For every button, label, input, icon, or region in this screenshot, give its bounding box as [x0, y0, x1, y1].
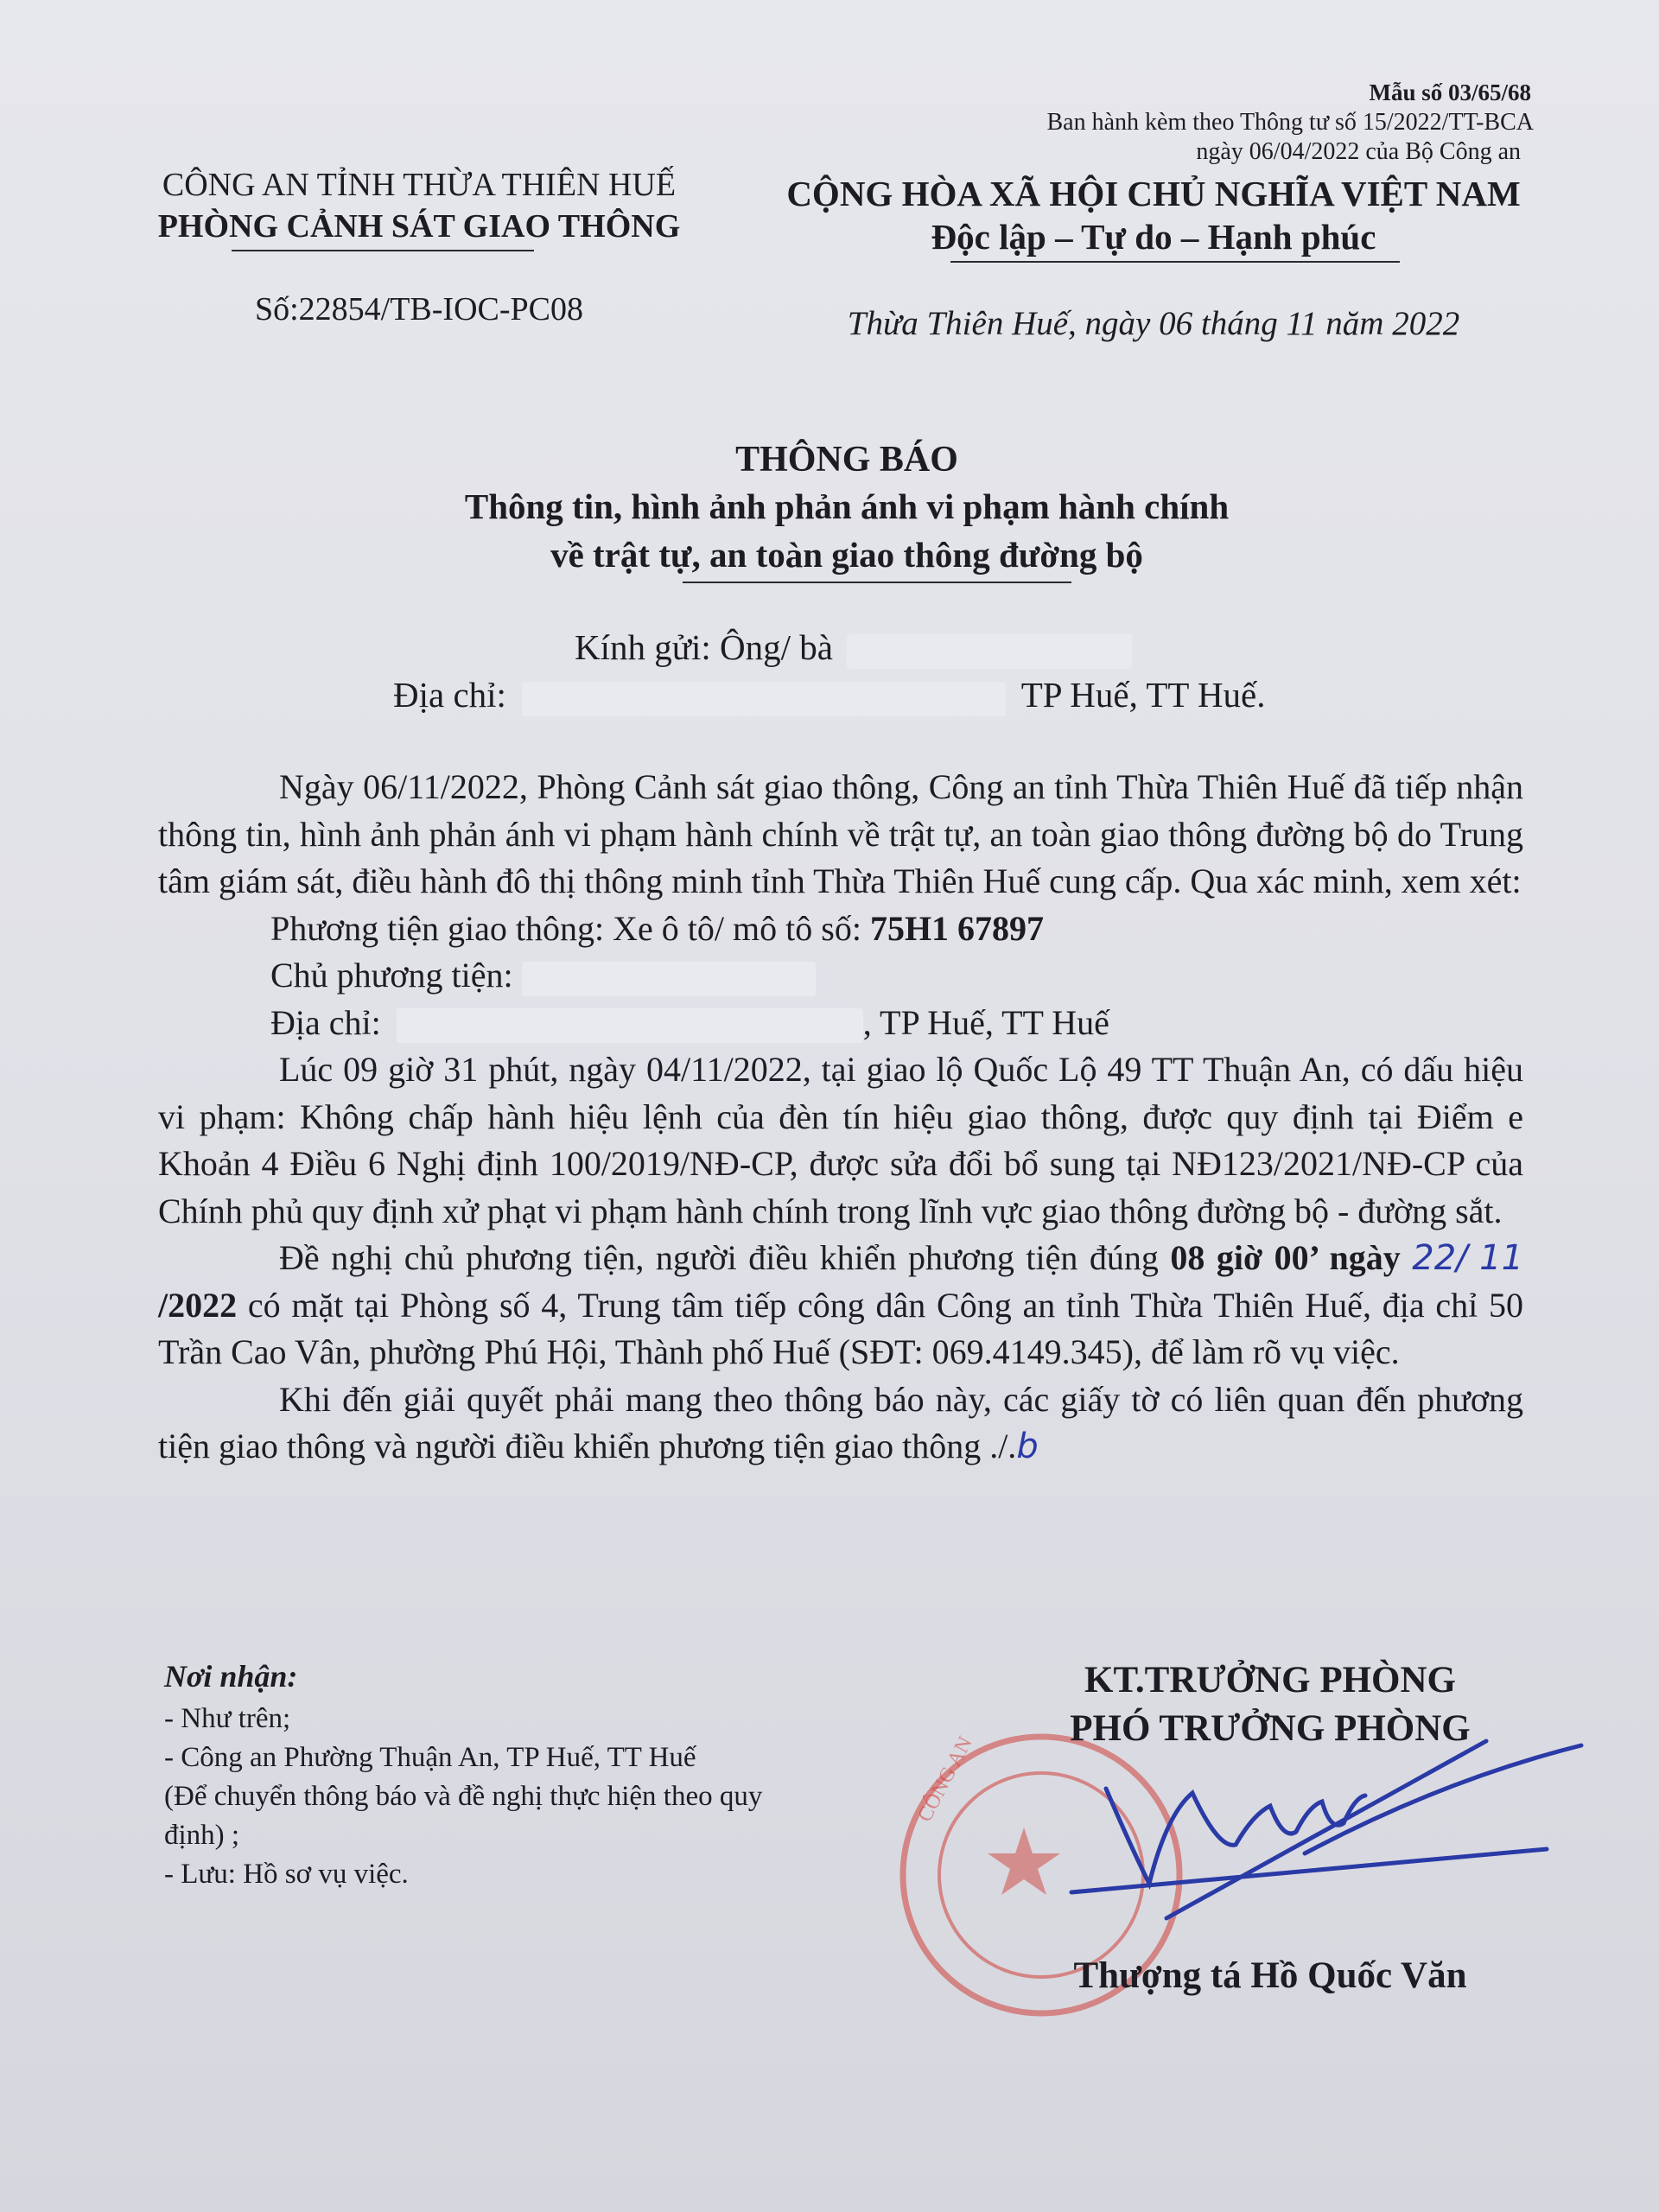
- document-subtitle-line-1: Thông tin, hình ảnh phản ánh vi phạm hành chính: [464, 486, 1230, 526]
- recipient-item: - Lưu: Hồ sơ vụ việc.: [164, 1859, 409, 1890]
- handwritten-mark: b: [1016, 1427, 1039, 1466]
- owner-label: Chủ phương tiện:: [270, 956, 513, 995]
- handwritten-day: 22/: [1412, 1238, 1468, 1278]
- department-name: PHÒNG CẢNH SÁT GIAO THÔNG: [157, 208, 681, 245]
- form-reference-line-1: Ban hành kèm theo Thông tư số 15/2022/TT-BCA: [1046, 109, 1534, 136]
- redacted-owner-address: [397, 1008, 863, 1043]
- paragraph-intro: Ngày 06/11/2022, Phòng Cảnh sát giao thông, Công an tỉnh Thừa Thiên Huế đã tiếp nhận thông tin, hình ảnh phản ánh vi phạm hành chính về trật tự, an toàn giao thông đường bộ do Trung tâm giám sát, điều hành đô thị thông minh tỉnh Thừa Thiên Huế cung cấp. Qua xác minh, xem xét:: [158, 767, 1523, 900]
- recipients-heading: Nơi nhận:: [164, 1659, 298, 1694]
- redacted-address: [522, 682, 1006, 716]
- summons-year: /2022: [158, 1285, 238, 1325]
- document-number: Số:22854/TB-IOC-PC08: [254, 291, 584, 327]
- owner-address-tail: , TP Huế, TT Huế: [862, 1002, 1109, 1042]
- vehicle-plate: 75H1 67897: [869, 908, 1045, 948]
- summons-details: có mặt tại Phòng số 4, Trung tâm tiếp công dân Công an tỉnh Thừa Thiên Huế, địa chỉ 50 Trần Cao Vân, phường Phú Hội, Thành phố Huế (SĐT: 069.4149.345), để làm rõ vụ việc.: [158, 1285, 1523, 1371]
- owner-address-label: Địa chỉ:: [270, 1002, 381, 1042]
- recipient-item: (Để chuyển thông báo và đề nghị thực hiện theo quy định) ;: [164, 1781, 763, 1851]
- vehicle-label: Phương tiện giao thông: Xe ô tô/ mô tô số:: [270, 908, 861, 948]
- recipient-item: - Như trên;: [164, 1703, 291, 1734]
- subtitle-underline: [683, 582, 1071, 583]
- signer-name: Thượng tá Hồ Quốc Văn: [1073, 1955, 1467, 1996]
- handwritten-month: 11: [1479, 1238, 1524, 1278]
- place-and-date: Thừa Thiên Huế, ngày 06 tháng 11 năm 2022: [847, 305, 1460, 342]
- document-title: THÔNG BÁO: [735, 440, 958, 480]
- national-title: CỘNG HÒA XÃ HỘI CHỦ NGHĨA VIỆT NAM: [786, 174, 1521, 213]
- redacted-owner: [522, 962, 816, 996]
- greeting-label: Kính gửi: Ông/ bà: [575, 627, 833, 667]
- agency-name: CÔNG AN TỈNH THỪA THIÊN HUẾ: [162, 167, 677, 203]
- notice-body: [158, 764, 1523, 1471]
- requirements-text: Khi đến giải quyết phải mang theo thông báo này, các giấy tờ có liên quan đến phương tiện giao thông và người điều khiển phương tiện giao thông ./.: [158, 1379, 1523, 1465]
- redacted-name: [847, 634, 1132, 669]
- address-tail: TP Huế, TT Huế.: [1020, 675, 1266, 715]
- paragraph-violation: Lúc 09 giờ 31 phút, ngày 04/11/2022, tại giao lộ Quốc Lộ 49 TT Thuận An, có dấu hiệu vi phạm: Không chấp hành hiệu lệnh của đèn tín hiệu giao thông, được quy định tại Điểm e Khoản 4 Điều 6 Nghị định 100/2019/NĐ-CP, được sửa đổi bổ sung tại NĐ123/2021/NĐ-CP của Chính phủ quy định xử phạt vi phạm hành chính trong lĩnh vực giao thông đường bộ - đường sắt.: [158, 1050, 1523, 1230]
- vehicle-line: [158, 906, 1523, 953]
- national-motto: Độc lập – Tự do – Hạnh phúc: [931, 217, 1376, 257]
- recipient-greeting: [575, 626, 1132, 669]
- signer-title-2: PHÓ TRƯỞNG PHÒNG: [1070, 1708, 1471, 1749]
- recipient-item: - Công an Phường Thuận An, TP Huế, TT Huế: [164, 1742, 696, 1773]
- handwritten-signature: [994, 1452, 1599, 1936]
- form-reference-line-2: ngày 06/04/2022 của Bộ Công an: [1196, 138, 1521, 165]
- department-underline: [232, 250, 534, 251]
- summons-time: 08 giờ 00’ ngày: [1170, 1238, 1401, 1277]
- seal-text: CÔNG AN: [913, 1732, 977, 1826]
- owner-line: [158, 952, 1523, 1000]
- form-number: Mẫu số 03/65/68: [1369, 79, 1531, 105]
- owner-address-line: [158, 1000, 1523, 1047]
- summons-text: Đề nghị chủ phương tiện, người điều khiển phương tiện đúng: [279, 1238, 1159, 1277]
- signer-title-1: KT.TRƯỞNG PHÒNG: [1084, 1660, 1456, 1700]
- recipient-address: [393, 674, 1266, 716]
- paragraph-summons: [158, 1235, 1523, 1376]
- recipients-list: [164, 1657, 821, 1894]
- address-label: Địa chỉ:: [393, 675, 506, 715]
- motto-underline: [950, 261, 1400, 263]
- document-subtitle-line-2: về trật tự, an toàn giao thông đường bộ: [550, 535, 1143, 575]
